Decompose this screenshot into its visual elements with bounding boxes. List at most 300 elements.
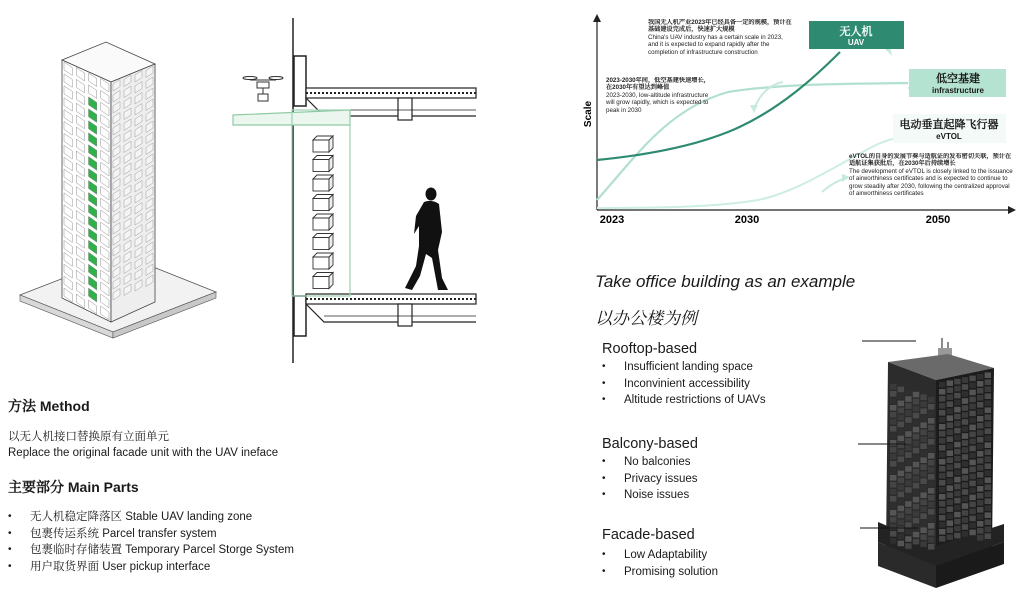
building-window [920, 471, 926, 477]
building-window [890, 433, 896, 439]
building-window [985, 456, 991, 462]
building-window [928, 495, 934, 501]
building-window [898, 499, 904, 505]
building-window [962, 384, 968, 390]
building-window [890, 391, 896, 397]
building-window [977, 388, 983, 394]
building-window [890, 447, 896, 453]
parcel-box-icon [313, 238, 329, 250]
building-window [962, 377, 968, 383]
isometric-tower-illustration [18, 30, 218, 340]
building-window [985, 435, 991, 441]
building-window [947, 485, 953, 491]
example-title-en: Take office building as an example [595, 272, 856, 291]
building-window [898, 450, 904, 456]
building-window [920, 457, 926, 463]
building-window [920, 478, 926, 484]
building-window [890, 524, 896, 530]
building-window [928, 544, 934, 550]
drone-icon [243, 77, 283, 102]
building-window [985, 421, 991, 427]
building-window [913, 490, 919, 496]
list-item: • 包裹临时存储装置 Temporary Parcel Storge System [8, 542, 294, 559]
building-window [905, 438, 911, 444]
building-window [898, 422, 904, 428]
building-window [920, 429, 926, 435]
building-window [954, 421, 960, 427]
building-window [954, 393, 960, 399]
building-window [920, 520, 926, 526]
building-window [977, 493, 983, 499]
building-window [928, 481, 934, 487]
building-window [905, 424, 911, 430]
building-window [928, 474, 934, 480]
building-window [985, 372, 991, 378]
building-window [913, 399, 919, 405]
building-window [928, 418, 934, 424]
building-window [920, 527, 926, 533]
building-window [913, 427, 919, 433]
building-window [890, 475, 896, 481]
building-window [928, 530, 934, 536]
building-window [898, 513, 904, 519]
building-window [947, 527, 953, 533]
building-window [913, 406, 919, 412]
main-parts-list [8, 509, 294, 575]
building-window [898, 527, 904, 533]
building-window [905, 431, 911, 437]
building-window [939, 452, 945, 458]
building-window [969, 446, 975, 452]
legend-evtol-en: eVTOL [936, 132, 962, 141]
building-window [920, 450, 926, 456]
building-window [947, 436, 953, 442]
building-window [898, 408, 904, 414]
building-window [977, 374, 983, 380]
building-window [954, 456, 960, 462]
building-window [905, 417, 911, 423]
building-window [962, 447, 968, 453]
legend-infra-cn: 低空基建 [936, 73, 980, 85]
balcony-list [602, 454, 698, 504]
building-window [928, 453, 934, 459]
building-window [928, 425, 934, 431]
building-window [939, 382, 945, 388]
list-item: • 无人机稳定降落区 Stable UAV landing zone [8, 509, 294, 526]
parcel-box-icon [313, 140, 329, 152]
building-window [969, 390, 975, 396]
building-window [947, 401, 953, 407]
building-window [913, 413, 919, 419]
building-window [939, 494, 945, 500]
building-window [939, 473, 945, 479]
building-window [962, 412, 968, 418]
building-window [947, 387, 953, 393]
building-window [954, 477, 960, 483]
building-window [898, 492, 904, 498]
building-window [898, 457, 904, 463]
building-window [939, 466, 945, 472]
building-window [954, 491, 960, 497]
building-window [920, 408, 926, 414]
chart-ylabel: Scale [583, 100, 594, 128]
building-window [962, 468, 968, 474]
building-window [962, 531, 968, 537]
building-window [898, 387, 904, 393]
building-window [890, 419, 896, 425]
building-window [928, 411, 934, 417]
building-window [954, 400, 960, 406]
building-window [985, 414, 991, 420]
building-window [962, 454, 968, 460]
building-window [913, 539, 919, 545]
building-window [920, 534, 926, 540]
building-window [913, 476, 919, 482]
legend-uav-en: UAV [847, 38, 865, 47]
building-window [962, 433, 968, 439]
building-window [939, 536, 945, 542]
building-window [905, 473, 911, 479]
building-window [969, 411, 975, 417]
method-desc-en: Replace the original facade unit with the UAV ineface [8, 447, 279, 459]
building-window [928, 537, 934, 543]
building-window [920, 401, 926, 407]
building-window [898, 394, 904, 400]
building-window [985, 470, 991, 476]
building-window [985, 477, 991, 483]
building-window [969, 509, 975, 515]
building-window [954, 526, 960, 532]
building-window [939, 487, 945, 493]
building-window [890, 510, 896, 516]
building-window [928, 446, 934, 452]
building-window [954, 519, 960, 525]
building-window [905, 543, 911, 549]
building-window [939, 529, 945, 535]
building-window [962, 482, 968, 488]
building-window [947, 394, 953, 400]
building-window [920, 513, 926, 519]
parcel-box-icon [313, 179, 329, 191]
parcel-boxes [313, 136, 333, 289]
building-window [939, 403, 945, 409]
building-window [913, 441, 919, 447]
building-window [905, 522, 911, 528]
building-window [947, 534, 953, 540]
rooftop-list [602, 359, 766, 409]
building-window [890, 426, 896, 432]
building-window [977, 486, 983, 492]
building-window [898, 443, 904, 449]
building-window [947, 499, 953, 505]
building-window [977, 521, 983, 527]
building-window [928, 509, 934, 515]
building-window [985, 407, 991, 413]
annotation-evtol-en: The development of eVTOL is closely linked to the issuance of airworthiness certificates and is expected to continue to grow steadily after 2030, following the centralized approval of airworthiness certificates [849, 167, 1013, 198]
building-window [928, 516, 934, 522]
list-item: • Privacy issues [602, 471, 698, 488]
building-window [939, 459, 945, 465]
building-window [920, 422, 926, 428]
building-window [954, 505, 960, 511]
building-window [905, 459, 911, 465]
building-window [928, 488, 934, 494]
annotation-infra-cn: 2023-2030年间，低空基建快速增长，在2030年有望达到峰值 [606, 77, 710, 92]
building-window [947, 443, 953, 449]
legend-evtol-cn: 电动垂直起降飞行器 [899, 119, 999, 131]
building-window [969, 481, 975, 487]
building-window [962, 398, 968, 404]
building-window [977, 514, 983, 520]
building-window [954, 512, 960, 518]
building-window [969, 488, 975, 494]
building-window [928, 397, 934, 403]
list-item: • 包裹传运系统 Parcel transfer system [8, 526, 294, 543]
building-window [939, 424, 945, 430]
building-window [962, 419, 968, 425]
building-window [920, 485, 926, 491]
building-window [977, 535, 983, 541]
building-window [928, 460, 934, 466]
building-window [977, 472, 983, 478]
building-window [947, 492, 953, 498]
building-window [920, 394, 926, 400]
building-window [939, 515, 945, 521]
building-window [913, 518, 919, 524]
building-window [890, 454, 896, 460]
building-window [969, 404, 975, 410]
building-window [913, 504, 919, 510]
building-window [939, 501, 945, 507]
building-window [962, 517, 968, 523]
building-window [898, 520, 904, 526]
building-window [905, 410, 911, 416]
legend-uav-cn: 无人机 [839, 26, 873, 38]
building-window [928, 432, 934, 438]
building-window [954, 484, 960, 490]
building-window [898, 478, 904, 484]
building-window [920, 464, 926, 470]
list-item: • Noise issues [602, 487, 698, 504]
building-window [928, 404, 934, 410]
building-window [890, 531, 896, 537]
building-window [905, 445, 911, 451]
building-window [977, 451, 983, 457]
x-tick-label: 2050 [925, 214, 951, 226]
building-window [969, 432, 975, 438]
building-window [962, 503, 968, 509]
building-window [905, 501, 911, 507]
building-window [928, 523, 934, 529]
building-window [905, 487, 911, 493]
building-window [977, 437, 983, 443]
building-window [890, 412, 896, 418]
building-window [898, 464, 904, 470]
building-window [913, 497, 919, 503]
building-window [969, 530, 975, 536]
building-window [977, 423, 983, 429]
building-window [954, 386, 960, 392]
parcel-box-icon [313, 199, 329, 211]
building-window [905, 508, 911, 514]
building-window [969, 516, 975, 522]
building-window [947, 506, 953, 512]
method-heading: 方法 Method [8, 398, 90, 414]
building-window [913, 455, 919, 461]
building-window [905, 403, 911, 409]
building-window [969, 425, 975, 431]
parcel-box-icon [313, 257, 329, 269]
building-window [939, 396, 945, 402]
annotation-evtol-cn: eVTOL的自身的发展节奏与适航证的发布密切关联，预计在适航证集获批后，在2030年后持续增长 [849, 153, 1012, 168]
building-window [985, 519, 991, 525]
building-window [985, 498, 991, 504]
building-window [939, 445, 945, 451]
method-desc-cn: 以无人机接口替换原有立面单元 [8, 431, 169, 443]
rooftop-title: Rooftop-based [602, 341, 698, 357]
building-window [977, 465, 983, 471]
building-window [913, 532, 919, 538]
building-window [890, 503, 896, 509]
building-window [969, 502, 975, 508]
building-window [939, 431, 945, 437]
main-parts-heading: 主要部分 Main Parts [8, 479, 139, 495]
chart-xticks [600, 214, 950, 226]
building-window [947, 471, 953, 477]
building-window [977, 458, 983, 464]
building-window [954, 379, 960, 385]
building-window [985, 491, 991, 497]
building-window [928, 502, 934, 508]
building-window [947, 513, 953, 519]
building-window [954, 470, 960, 476]
building-window [905, 515, 911, 521]
building-window [977, 395, 983, 401]
building-window [898, 541, 904, 547]
building-window [977, 479, 983, 485]
building-window [947, 478, 953, 484]
facade-section-drawing [228, 18, 490, 366]
balcony-title: Balcony-based [602, 436, 698, 452]
building-window [985, 463, 991, 469]
building-window [913, 434, 919, 440]
building-window [898, 506, 904, 512]
building-window [969, 439, 975, 445]
building-window [913, 392, 919, 398]
building-window [977, 416, 983, 422]
building-window [913, 448, 919, 454]
example-title-cn: 以办公楼为例 [595, 309, 697, 328]
building-window [985, 449, 991, 455]
person-silhouette [405, 188, 448, 291]
list-item: • Altitude restrictions of UAVs [602, 392, 766, 409]
building-window [977, 500, 983, 506]
office-building-photo [856, 330, 1022, 592]
building-window [985, 512, 991, 518]
building-window [954, 449, 960, 455]
building-window [969, 453, 975, 459]
building-window [977, 430, 983, 436]
building-window [920, 492, 926, 498]
building-window [898, 401, 904, 407]
annotation-infra-en: 2023-2030, low-altitude infrastructure will grow rapidly, which is expected to peak in 2030 [606, 91, 709, 114]
list-item: • Low Adaptability [602, 547, 718, 564]
growth-chart [578, 14, 1016, 230]
building-window [920, 436, 926, 442]
annotation-uav-en: China's UAV industry has a certain scale in 2023, and it is expected to expand rapidly after the completion of infrastructure construction [648, 33, 783, 56]
building-window [890, 517, 896, 523]
building-window [939, 508, 945, 514]
building-window [969, 376, 975, 382]
building-window [954, 435, 960, 441]
building-window [913, 462, 919, 468]
building-window [939, 438, 945, 444]
building-window [962, 496, 968, 502]
building-window [954, 463, 960, 469]
building-window [977, 444, 983, 450]
building-window [962, 405, 968, 411]
building-window [939, 389, 945, 395]
building-window [954, 414, 960, 420]
building-window [913, 483, 919, 489]
building-window [898, 471, 904, 477]
building-window [890, 468, 896, 474]
building-window [954, 498, 960, 504]
building-window [985, 484, 991, 490]
building-window [969, 495, 975, 501]
building-window [939, 522, 945, 528]
building-window [985, 393, 991, 399]
building-window [962, 524, 968, 530]
building-window [985, 428, 991, 434]
building-window [985, 379, 991, 385]
list-item: • 用户取货界面 User pickup interface [8, 559, 294, 576]
building-window [898, 534, 904, 540]
building-window [947, 520, 953, 526]
building-window [969, 474, 975, 480]
building-window [969, 467, 975, 473]
list-item: • No balconies [602, 454, 698, 471]
building-window [969, 418, 975, 424]
building-window [890, 489, 896, 495]
facade-list [602, 547, 718, 580]
building-window [947, 408, 953, 414]
building-window [947, 422, 953, 428]
building-window [985, 533, 991, 539]
building-window [962, 426, 968, 432]
building-window [947, 464, 953, 470]
building-window [969, 383, 975, 389]
building-window [947, 450, 953, 456]
building-window [920, 506, 926, 512]
building-window [947, 415, 953, 421]
building-window [890, 405, 896, 411]
building-window [905, 452, 911, 458]
building-window [905, 494, 911, 500]
building-window [977, 409, 983, 415]
building-window [905, 466, 911, 472]
building-window [985, 442, 991, 448]
parcel-box-icon [313, 218, 329, 230]
annotation-uav-cn: 我国无人机产业2023年已经具备一定的规模，预计在基础建设完成后，快速扩大规模 [648, 19, 792, 34]
building-window [969, 523, 975, 529]
building-window [913, 420, 919, 426]
building-window [947, 457, 953, 463]
legend-infra-en: infrastructure [931, 86, 985, 95]
building-window [898, 429, 904, 435]
building-window [939, 480, 945, 486]
building-window [905, 480, 911, 486]
